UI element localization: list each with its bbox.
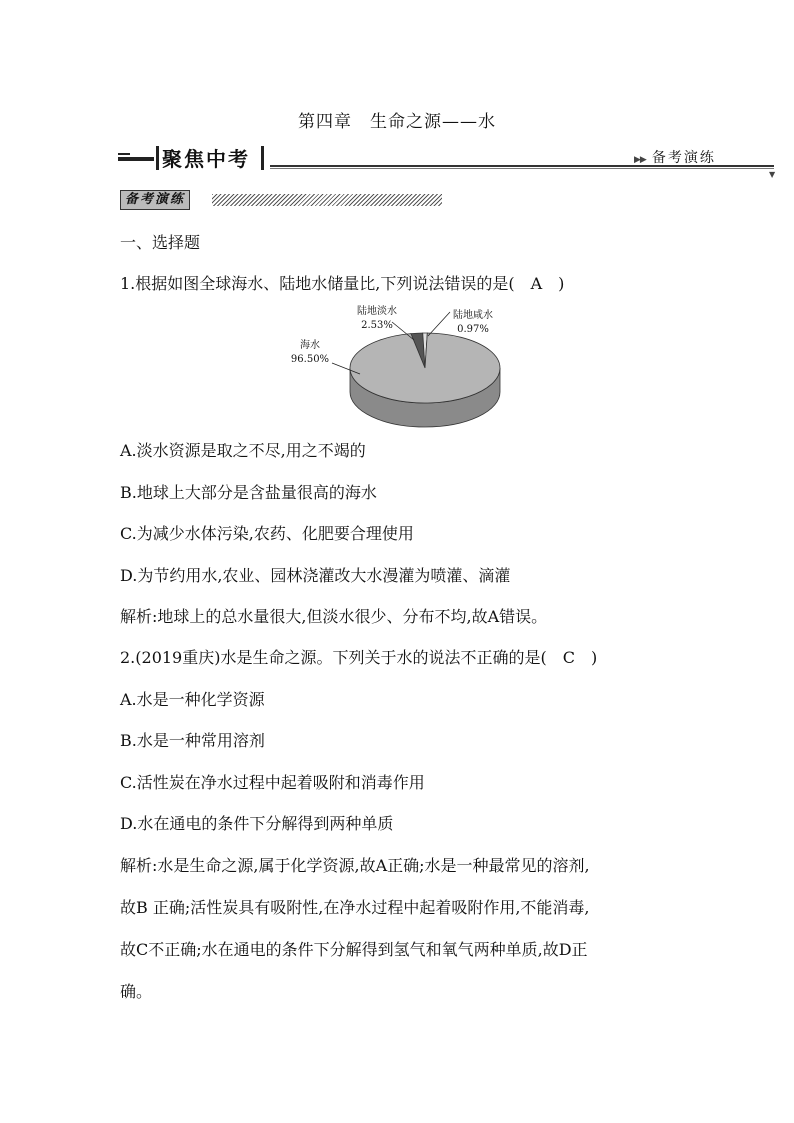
option-b: B.地球上大部分是含盐量很高的海水 [120,483,377,502]
leader-line-land-salt-water [428,312,450,336]
section-banner [118,143,778,179]
banner-label: 聚焦中考 [162,147,250,171]
analysis-text: 故B 正确;活性炭具有吸附性,在净水过程中起着吸附作用,不能消毒, [120,898,590,917]
analysis-text: 解析:地球上的总水量很大,但淡水很少、分布不均,故A错误。 [120,607,548,626]
label-sea-water-name: 海水 [300,340,320,351]
option-d: D.为节约用水,农业、园林浇灌改大水漫灌为喷灌、滴灌 [120,566,511,585]
label-sea-water-value: 96.50% [290,354,330,365]
question-stem: 1.根据如图全球海水、陆地水储量比,下列说法错误的是( A ) [120,274,565,293]
triangle-down-icon: ▼ [769,170,776,179]
pie-chart-svg [280,300,520,435]
option-a: A.淡水资源是取之不尽,用之不竭的 [120,441,366,460]
banner-rule-thin [270,168,774,169]
section-tag-label: 备考演练 [120,190,190,210]
section-heading: 一、选择题 [120,233,201,252]
chapter-title: 第四章 生命之源——水 [298,112,496,132]
label-land-fresh-water-name: 陆地淡水 [357,306,397,317]
label-land-fresh-water-value: 2.53% [361,320,393,331]
banner-right-label [634,147,716,167]
banner-dash-decoration [118,153,130,155]
option-b: B.水是一种常用溶剂 [120,731,265,750]
label-land-salt-water-value: 0.97% [457,324,489,335]
banner-bar-right [261,146,264,170]
banner-bar-left [156,146,159,170]
banner-dash-decoration [118,157,154,161]
double-arrow-icon: ▶▶ [634,155,646,165]
tag-hatch-decoration [212,194,442,206]
analysis-text: 故C不正确;水在通电的条件下分解得到氢气和氧气两种单质,故D正 [120,940,588,959]
option-a: A.水是一种化学资源 [120,690,265,709]
option-d: D.水在通电的条件下分解得到两种单质 [120,814,394,833]
label-land-salt-water-name: 陆地咸水 [453,310,493,321]
banner-right-text: 备考演练 [651,150,716,166]
option-c: C.为减少水体污染,农药、化肥要合理使用 [120,524,414,543]
option-c: C.活性炭在净水过程中起着吸附和消毒作用 [120,773,425,792]
question-stem: 2.(2019重庆)水是生命之源。下列关于水的说法不正确的是( C ) [120,648,598,667]
water-pie-chart [280,300,520,435]
analysis-text: 解析:水是生命之源,属于化学资源,故A正确;水是一种最常见的溶剂, [120,856,590,875]
analysis-text: 确。 [120,982,153,1001]
section-tag [120,190,442,210]
